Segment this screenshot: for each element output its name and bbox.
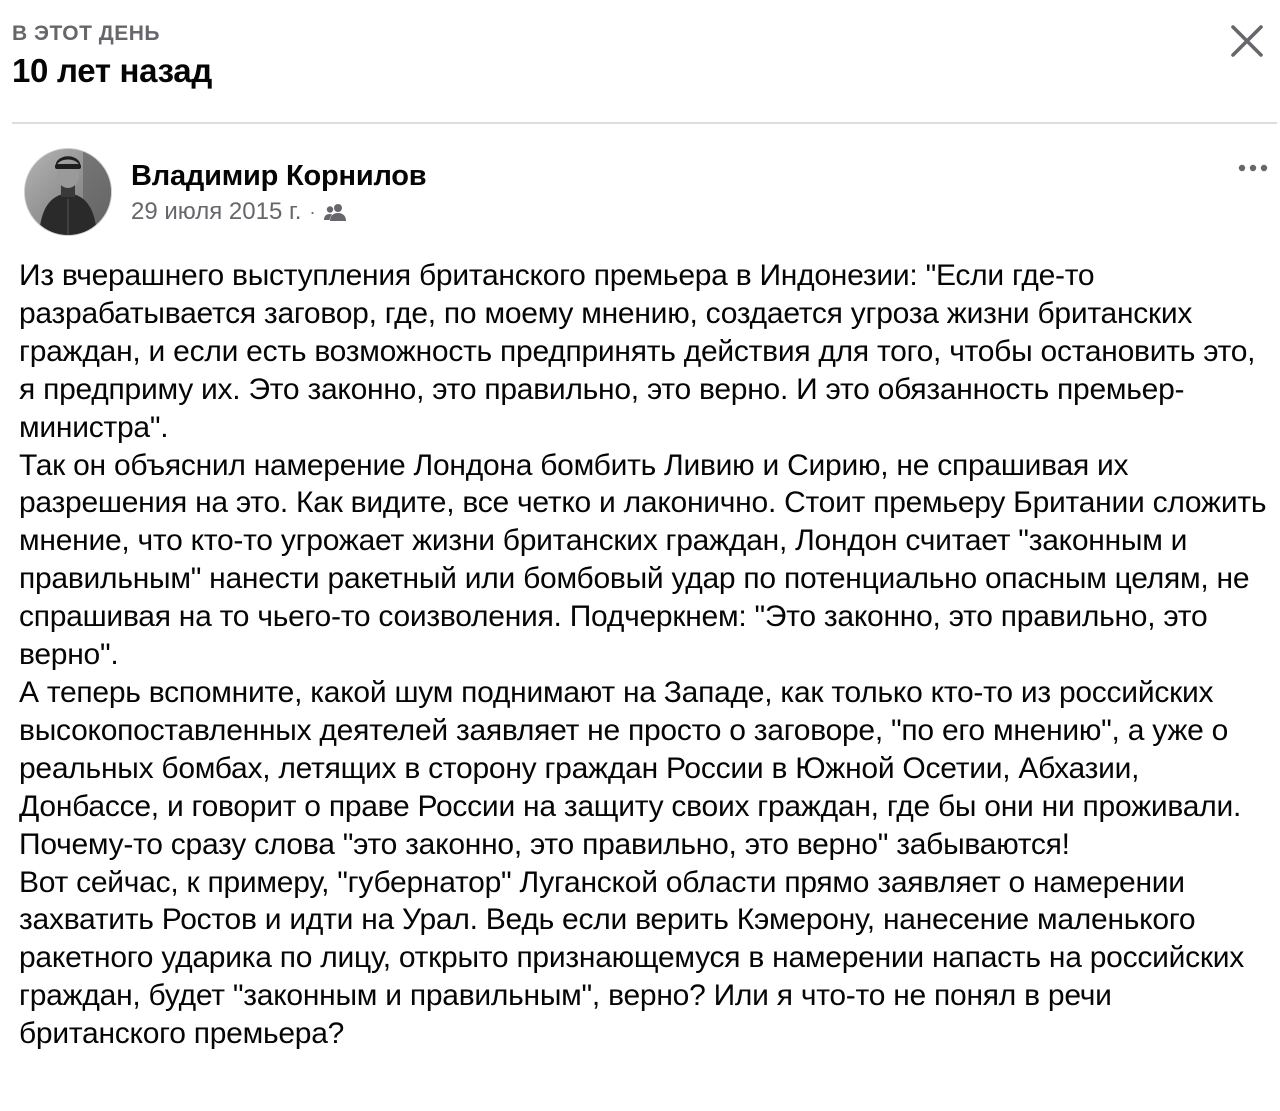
post-paragraph: А теперь вспомните, какой шум поднимают на Западе, как только кто-то из российских высокопоставленных деятелей заявляет не просто о заговоре, "по его мнению", а уже о реальных бомбах, летящих в сторону граждан России в Южной Осетии, Абхазии, Донбассе, и говорит о праве России на защиту своих граждан, где бы они ни проживали. Почему-то сразу слова "это законно, это правильно, это верно" забываются! — [19, 675, 1242, 861]
avatar-photo — [25, 149, 111, 235]
post-header — [24, 148, 1274, 243]
close-button[interactable] — [1228, 22, 1266, 60]
author-avatar[interactable] — [24, 148, 112, 236]
meta-separator: · — [309, 201, 316, 222]
post-paragraph: Так он объяснил намерение Лондона бомбить Ливию и Сирию, не спрашивая их разрешения на это. Как видите, все четко и лаконично. Стоит премьеру Британии сложить мнение, что кто-то угрожает жизни британских граждан, Лондон считает "законным и правильным" нанести ракетный или бомбовый удар по потенциально опасным целям, не спрашивая на то чьего-то соизволения. Подчеркнем: "Это законно, это правильно, это верно". — [19, 448, 1267, 672]
post-meta — [131, 198, 347, 226]
header-divider — [12, 122, 1277, 124]
author-name[interactable]: Владимир Корнилов — [131, 160, 427, 192]
memories-title: 10 лет назад — [12, 52, 213, 89]
friends-icon[interactable] — [323, 202, 347, 222]
post-text — [19, 257, 1269, 1053]
post-paragraph: Вот сейчас, к примеру, "губернатор" Луганской области прямо заявляет о намерении захватить Ростов и идти на Урал. Ведь если верить Кэмерону, нанесение маленького ракетного ударика по лицу, открыто признающемуся в намерении напасть на российских граждан, будет "законным и правильным", верно? Или я что-то не понял в речи британского премьера? — [19, 865, 1244, 1051]
post-more-button[interactable] — [1236, 158, 1270, 178]
post-paragraph: Из вчерашнего выступления британского премьера в Индонезии: "Если где-то разрабатывается заговор, где, по моему мнению, создается угроза жизни британских граждан, и если есть возможность предпринять действия для того, чтобы остановить это, я предприму их. Это законно, это правильно, это верно. И это обязанность премьер-министра". — [19, 259, 1256, 444]
close-icon — [1228, 22, 1266, 60]
more-horizontal-icon — [1236, 158, 1270, 178]
memories-header — [12, 18, 1272, 118]
memories-eyebrow: В ЭТОТ ДЕНЬ — [12, 22, 160, 45]
post-date[interactable]: 29 июля 2015 г. — [131, 198, 302, 225]
